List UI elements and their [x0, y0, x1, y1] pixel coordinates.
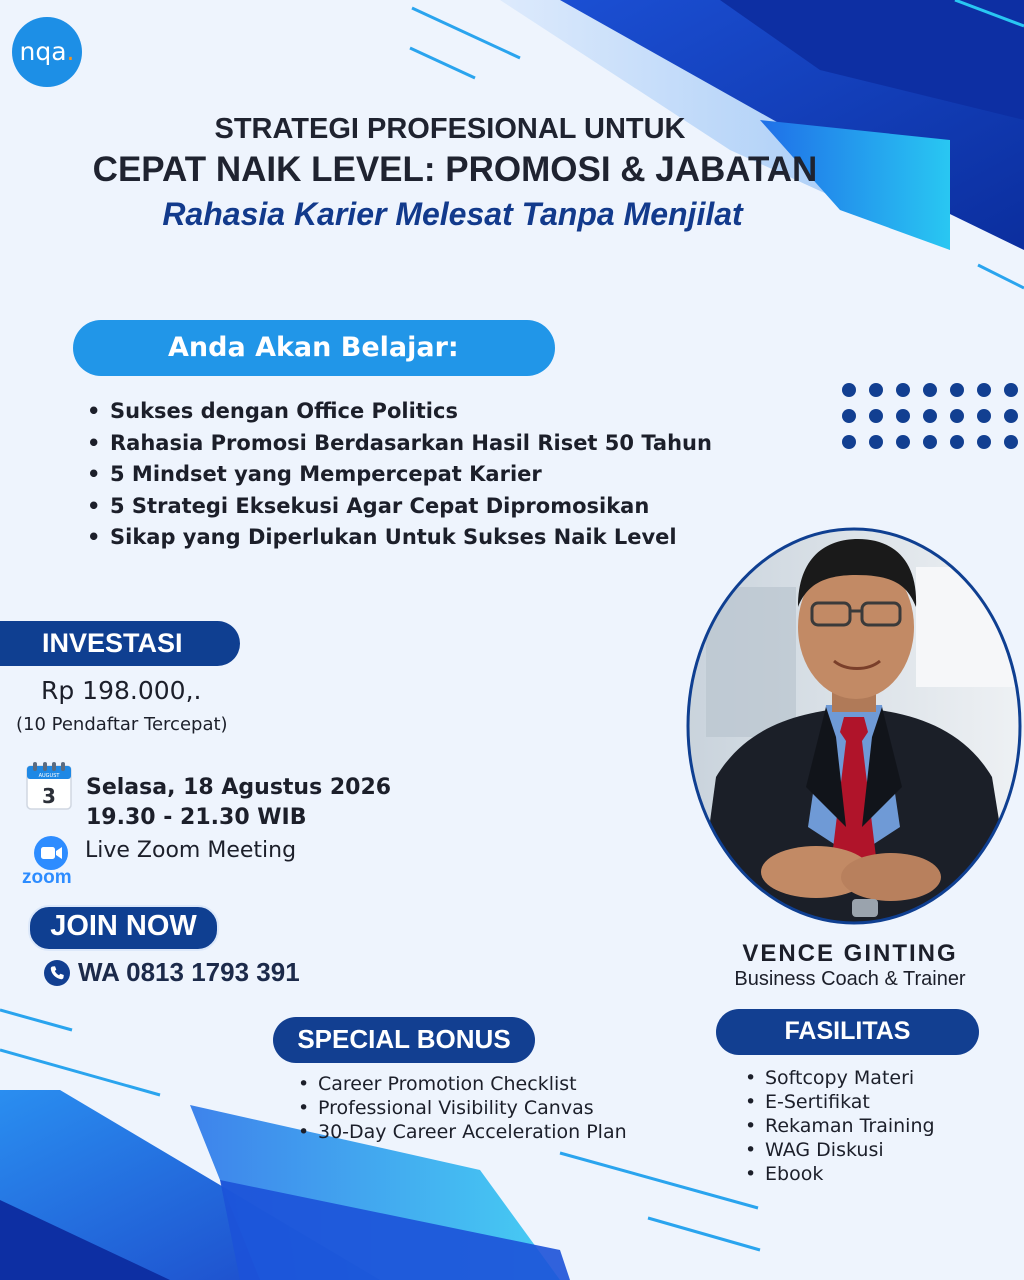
whatsapp-contact[interactable]: WA 0813 1793 391: [78, 957, 300, 987]
learn-item: • Sukses dengan Office Politics: [87, 396, 712, 428]
learn-list: [87, 396, 712, 554]
bonus-item: • 30-Day Career Acceleration Plan: [298, 1120, 627, 1144]
calendar-icon: [26, 762, 72, 810]
facility-item: • E-Sertifikat: [745, 1090, 935, 1114]
title-line-2: CEPAT NAIK LEVEL: PROMOSI & JABATAN: [92, 150, 818, 189]
facility-item: • Ebook: [745, 1162, 935, 1186]
bonus-heading: SPECIAL BONUS: [297, 1024, 511, 1054]
facility-item: • Rekaman Training: [745, 1114, 935, 1138]
dot-grid-decoration: [842, 383, 1024, 453]
speaker-name: VENCE GINTING: [742, 940, 958, 967]
price-note: (10 Pendaftar Tercepat): [16, 714, 228, 735]
bonus-list: [298, 1072, 627, 1144]
investment-label: INVESTASI: [42, 628, 183, 658]
event-venue: Live Zoom Meeting: [85, 838, 297, 863]
event-date: Selasa, 18 Agustus 2026: [86, 775, 392, 800]
learn-item: • Rahasia Promosi Berdasarkan Hasil Riset 50 Tahun: [87, 428, 712, 460]
learn-heading: Anda Akan Belajar:: [168, 332, 459, 363]
learn-item: • 5 Mindset yang Mempercepat Karier: [87, 459, 712, 491]
facilities-list: [745, 1066, 935, 1186]
tagline: Rahasia Karier Melesat Tanpa Menjilat: [162, 196, 743, 232]
phone-icon: [44, 960, 70, 986]
join-now-label: JOIN NOW: [50, 910, 197, 942]
brand-logo: [12, 17, 82, 87]
facility-item: • Softcopy Materi: [745, 1066, 935, 1090]
learn-item: • 5 Strategi Eksekusi Agar Cepat Dipromosikan: [87, 491, 712, 523]
calendar-month: AUGUST: [38, 773, 60, 779]
speaker-role: Business Coach & Trainer: [734, 968, 966, 990]
join-now-button[interactable]: [28, 905, 219, 951]
logo-dot: .: [66, 37, 75, 66]
calendar-day: 3: [42, 784, 56, 808]
investment-tab: [0, 621, 240, 666]
logo-text: nqa: [19, 37, 67, 66]
learn-item: • Sikap yang Diperlukan Untuk Sukses Naik Level: [87, 522, 712, 554]
event-time: 19.30 - 21.30 WIB: [86, 805, 307, 830]
price: Rp 198.000,.: [41, 676, 202, 705]
zoom-icon: [34, 836, 68, 870]
speaker-photo: [686, 527, 1022, 925]
facilities-heading: FASILITAS: [784, 1017, 911, 1045]
facilities-heading-pill: [716, 1009, 979, 1055]
title-line-1: STRATEGI PROFESIONAL UNTUK: [214, 113, 686, 145]
bonus-heading-pill: [273, 1017, 535, 1063]
zoom-wordmark: zoom: [22, 867, 72, 888]
facility-item: • WAG Diskusi: [745, 1138, 935, 1162]
learn-heading-pill: [73, 320, 555, 376]
bonus-item: • Career Promotion Checklist: [298, 1072, 627, 1096]
bonus-item: • Professional Visibility Canvas: [298, 1096, 627, 1120]
